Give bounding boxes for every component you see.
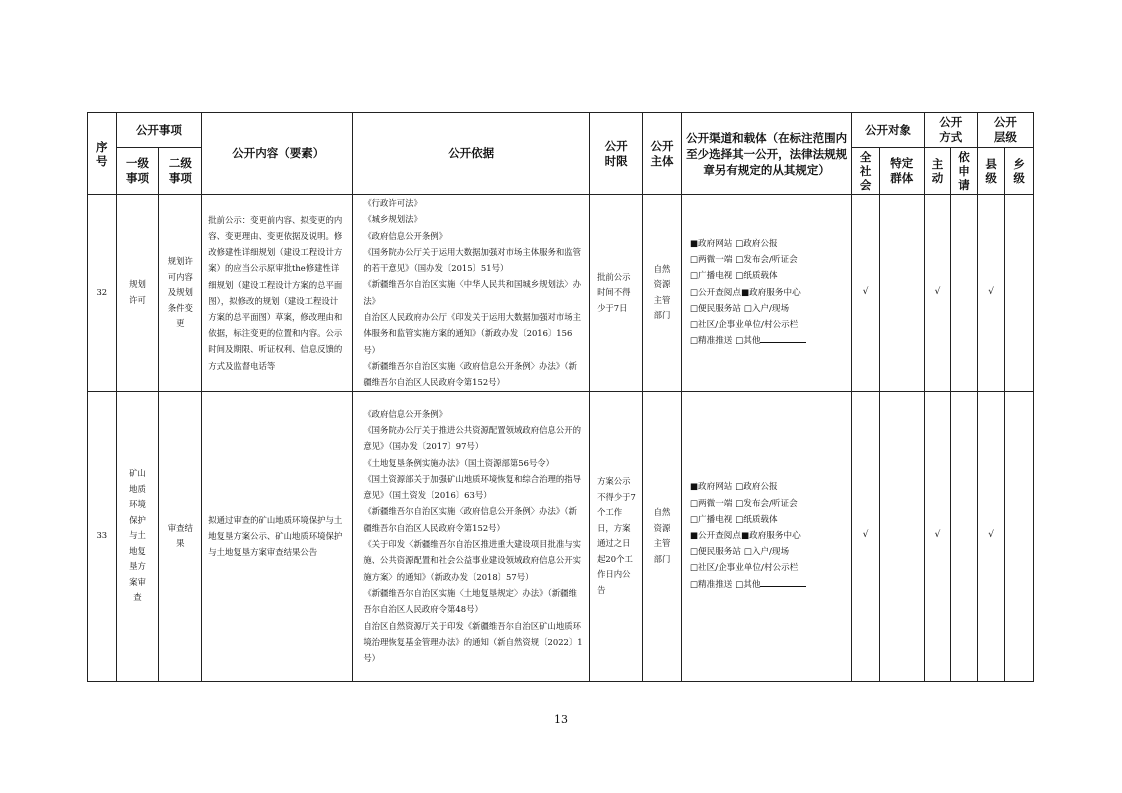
header-channels: 公开渠道和载体（在标注范围内至少选择其一公开，法律法规规章另有规定的从其规定） — [681, 113, 851, 195]
basis-line: 自治区自然资源厅关于印发《新疆维吾尔自治区矿山地质环境治理恢复基金管理办法》的通知（新自然资规〔2022〕1号） — [363, 620, 583, 664]
header-basis: 公开依据 — [353, 113, 590, 195]
basis-line: 《国土资源部关于加强矿山地质环境恢复和综合治理的指导意见》（国土资发〔2016〕63号） — [363, 473, 582, 501]
row-time-limit: 方案公示不得少于7个工作日，方案通过之日起20个工作日内公告 — [590, 391, 643, 681]
row-subject: 自然资源主管部门 — [643, 391, 682, 681]
row-on-request — [951, 391, 978, 681]
header-matter: 公开事项 — [116, 113, 202, 148]
header-specific-group: 特定群体 — [879, 148, 924, 195]
header-method: 公开方式 — [924, 113, 977, 148]
row-basis — [353, 391, 590, 681]
basis-line: 自治区人民政府办公厅《印发关于运用大数据加强对市场主体服务和监管实施方案的通知》（新政办发〔2016〕156号） — [363, 312, 582, 355]
header-level1: 一级事项 — [116, 148, 159, 195]
header-subject: 公开主体 — [643, 113, 682, 195]
row-active: √ — [924, 391, 951, 681]
channel-line: □社区/企事业单位/村公示栏 — [689, 320, 799, 331]
header-township: 乡级 — [1005, 148, 1034, 195]
header-content: 公开内容（要素） — [202, 113, 353, 195]
row-active: √ — [924, 195, 951, 392]
basis-line: 《土地复垦条例实施办法》（国土资源部第56号令） — [363, 457, 555, 468]
channel-line: □广播电视 □纸质载体 — [689, 514, 778, 525]
channel-line: □便民服务站 □入户/现场 — [689, 547, 790, 558]
row-township — [1005, 391, 1034, 681]
row-channels — [681, 195, 851, 392]
channel-line — [690, 333, 845, 349]
table-row — [88, 195, 1034, 392]
row-county: √ — [977, 195, 1005, 392]
channel-line: ■公开查阅点■政府服务中心 — [689, 530, 801, 541]
table-row — [88, 391, 1034, 681]
row-specific-group — [879, 391, 924, 681]
channel-line: □两微一端 □发布会/听证会 — [689, 255, 798, 266]
header-target: 公开对象 — [852, 113, 924, 148]
row-on-request — [951, 195, 978, 392]
header-county: 县级 — [977, 148, 1005, 195]
header-whole-society: 全社会 — [852, 148, 880, 195]
row-whole-society: √ — [852, 391, 880, 681]
row-level2: 规划许可内容及规划条件变更 — [159, 195, 202, 392]
row-content: 拟通过审查的矿山地质环境保护与土地复垦方案公示、矿山地质环境保护与土地复垦方案审查结果公告 — [202, 391, 353, 681]
row-county: √ — [977, 391, 1005, 681]
header-level: 公开层级 — [977, 113, 1033, 148]
channel-line: □便民服务站 □入户/现场 — [689, 303, 790, 314]
row-level1: 矿山地质环境保护与土地复垦方案审查 — [116, 391, 159, 681]
blank-line — [760, 577, 806, 587]
header-row-1 — [88, 113, 1034, 148]
row-level2: 审查结果 — [159, 391, 202, 681]
row-basis — [353, 195, 590, 392]
basis-line: 《新疆维吾尔自治区实施〈政府信息公开条例〉办法》（新疆维吾尔自治区人民政府令第152号） — [363, 360, 577, 388]
channel-line-text: □精准推送 □其他 — [689, 579, 761, 590]
page-number: 13 — [554, 713, 568, 726]
basis-line: 《新疆维吾尔自治区实施〈土地复垦规定〉办法》（新疆维吾尔自治区人民政府令第48号） — [363, 587, 577, 615]
basis-line: 《新疆维吾尔自治区实施〈政府信息公开条例〉办法》（新疆维吾尔自治区人民政府令第152号） — [363, 506, 577, 533]
disclosure-table — [87, 112, 1034, 682]
row-content: 批前公示：变更前内容、拟变更的内容、变更理由、变更依据及说明。修改修建性详细规划（建设工程设计方案）的应当公示原审批the修建性详细规划（建设工程设计方案的总平面图），拟修改的规划（建设工程设计方案的总平面图）草案，修改理由和依据，标注变更的位置和内容。公示时间及期限、听证权利、信息反馈的方式及监督电话等 — [202, 195, 353, 392]
row-level1: 规划许可 — [116, 195, 159, 392]
row-seq: 33 — [88, 391, 117, 681]
basis-line: 《政府信息公开条例》 — [363, 408, 448, 419]
row-channels — [681, 391, 851, 681]
channel-line-text: □精准推送 □其他 — [689, 336, 761, 347]
basis-line: 《城乡规划法》 — [363, 214, 422, 225]
header-seq: 序号 — [88, 113, 117, 195]
header-time-limit: 公开时限 — [590, 113, 643, 195]
basis-line: 《国务院办公厅关于运用大数据加强对市场主体服务和监管的若干意见》（国办发〔2015〕51号） — [363, 246, 582, 274]
basis-line: 《关于印发〈新疆维吾尔自治区推进重大建设项目批准与实施、公共资源配置和社会公益事业建设领域政府信息公开实施方案〉的通知》（新政办发〔2018〕57号） — [363, 539, 582, 582]
channel-line: □社区/企事业单位/村公示栏 — [689, 563, 799, 574]
basis-line: 《政府信息公开条例》 — [363, 230, 448, 241]
channel-line: □两微一端 □发布会/听证会 — [689, 498, 798, 509]
channel-line — [690, 577, 845, 593]
basis-line: 《国务院办公厅关于推进公共资源配置领域政府信息公开的意见》（国办发〔2017〕97号） — [363, 424, 582, 452]
basis-line: 《行政许可法》 — [363, 198, 422, 208]
blank-line — [760, 333, 806, 343]
channel-line: ■政府网站 □政府公报 — [689, 239, 778, 250]
row-subject: 自然资源主管部门 — [643, 195, 682, 392]
channel-line: □公开查阅点■政府服务中心 — [689, 287, 801, 298]
row-whole-society: √ — [852, 195, 880, 392]
header-level2: 二级事项 — [159, 148, 202, 195]
channel-line: ■政府网站 □政府公报 — [689, 482, 778, 493]
header-active: 主动 — [924, 148, 951, 195]
channel-line: □广播电视 □纸质载体 — [689, 271, 778, 282]
row-specific-group — [879, 195, 924, 392]
header-on-request: 依申请 — [951, 148, 978, 195]
basis-line: 《新疆维吾尔自治区实施〈中华人民共和国城乡规划法〉办法》 — [363, 279, 582, 306]
row-township — [1005, 195, 1034, 392]
row-seq: 32 — [88, 195, 117, 392]
row-time-limit: 批前公示时间不得少于7日 — [590, 195, 643, 392]
